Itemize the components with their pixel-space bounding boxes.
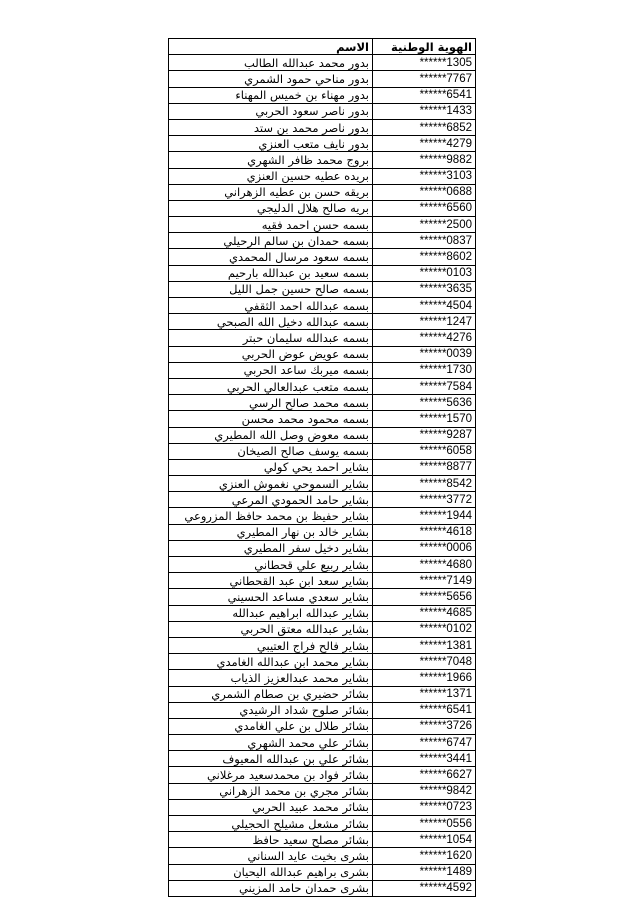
national-id-cell: ******6627 [373,767,476,783]
name-cell: بسمه ميربك ساعد الحربي [169,362,373,378]
name-cell: بشائر مشعل مشيلح الحجيلي [169,816,373,832]
table-row [169,637,476,653]
table-row [169,702,476,718]
table-row [169,476,476,492]
name-cell: بشائر علي بن عبدالله المعيوف [169,751,373,767]
name-cell: بشاير دخيل سفر المطيري [169,540,373,556]
name-cell: بسمه عبدالله سليمان حبتر [169,330,373,346]
name-cell: بشاير السموحي نغموش العنزي [169,476,373,492]
name-cell: بريه صالح هلال الدليجي [169,200,373,216]
national-id-cell: ******0723 [373,799,476,815]
name-cell: بشرى حمدان حامد المزيني [169,880,373,896]
national-id-cell: ******0102 [373,621,476,637]
name-cell: بسمه معوض وصل الله المطيري [169,427,373,443]
national-id-cell: ******6541 [373,702,476,718]
national-id-cell: ******6852 [373,119,476,135]
national-id-cell: ******5656 [373,589,476,605]
table-row [169,103,476,119]
national-id-cell: ******1966 [373,670,476,686]
national-id-cell: ******6058 [373,443,476,459]
national-id-cell: ******1433 [373,103,476,119]
header-row [169,39,476,55]
national-id-cell: ******3103 [373,168,476,184]
name-cell: بسمه عويض عوض الحربي [169,346,373,362]
table-row [169,395,476,411]
table-row [169,249,476,265]
name-cell: بسمه سعيد بن عبدالله بارحيم [169,265,373,281]
table-row [169,621,476,637]
national-id-cell: ******4504 [373,298,476,314]
national-id-cell: ******6747 [373,735,476,751]
name-cell: بريقه حسن بن عطيه الزهراني [169,184,373,200]
national-id-cell: ******4685 [373,605,476,621]
national-id-cell: ******9842 [373,783,476,799]
name-cell: بسمه عبدالله دخيل الله الصبحي [169,314,373,330]
name-cell: بشاير خالد بن نهار المطيري [169,524,373,540]
name-cell: بشائر حضيري بن صطام الشمري [169,686,373,702]
name-cell: بريده عطيه حسين العنزي [169,168,373,184]
national-id-cell: ******4276 [373,330,476,346]
table-row [169,718,476,734]
name-header: الاسم [169,39,373,55]
name-cell: بدور مهناء بن خميس المهناء [169,87,373,103]
national-id-cell: ******0688 [373,184,476,200]
name-cell: بشائر مصلح سعيد حافظ [169,832,373,848]
name-cell: بشائر علي محمد الشهري [169,735,373,751]
national-id-cell: ******3635 [373,281,476,297]
name-cell: بشاير عبدالله ابراهيم عبدالله [169,605,373,621]
name-cell: بشاير حفيظ بن محمد حافظ المزروعي [169,508,373,524]
table-row [169,492,476,508]
table-row [169,411,476,427]
name-cell: بشاير محمد عبدالعزيز الذياب [169,670,373,686]
table-row [169,799,476,815]
national-id-cell: ******1305 [373,55,476,71]
national-id-cell: ******8542 [373,476,476,492]
name-cell: بشاير سعدي مساعد الحسيني [169,589,373,605]
name-cell: بشاير عبدالله معتق الحربي [169,621,373,637]
table-row [169,298,476,314]
name-cell: بسمه عبدالله احمد الثقفي [169,298,373,314]
table-row [169,670,476,686]
national-id-cell: ******9287 [373,427,476,443]
table-row [169,427,476,443]
name-cell: بدور محمد عبدالله الطالب [169,55,373,71]
table-row [169,459,476,475]
table-row [169,524,476,540]
table-row [169,735,476,751]
table-row [169,686,476,702]
national-id-cell: ******7149 [373,573,476,589]
name-cell: بشائر مجري بن محمد الزهراني [169,783,373,799]
name-cell: بدور مناحي حمود الشمري [169,71,373,87]
table-row [169,168,476,184]
national-id-cell: ******1371 [373,686,476,702]
table-row [169,816,476,832]
national-id-cell: ******1944 [373,508,476,524]
roster-sheet [168,38,475,897]
table-row [169,767,476,783]
name-cell: بشاير محمد ابن عبدالله الغامدي [169,654,373,670]
national-id-cell: ******3726 [373,718,476,734]
table-row [169,346,476,362]
name-cell: بسمه محمود محمد محسن [169,411,373,427]
national-id-cell: ******0006 [373,540,476,556]
table-row [169,136,476,152]
national-id-cell: ******1247 [373,314,476,330]
table-row [169,152,476,168]
table-row [169,508,476,524]
national-id-cell: ******1489 [373,864,476,880]
table-row [169,443,476,459]
national-id-cell: ******7767 [373,71,476,87]
national-id-cell: ******0556 [373,816,476,832]
table-row [169,233,476,249]
national-id-cell: ******2500 [373,217,476,233]
table-row [169,654,476,670]
name-cell: بدور ناصر محمد بن ستد [169,119,373,135]
table-row [169,330,476,346]
roster-table [168,38,476,897]
name-cell: بشائر صلوح شداد الرشيدي [169,702,373,718]
table-row [169,589,476,605]
national-id-cell: ******1620 [373,848,476,864]
name-cell: بشرى براهيم عبدالله اليحيان [169,864,373,880]
name-cell: بشائر فواد بن محمدسعيد مرغلاني [169,767,373,783]
national-id-cell: ******4592 [373,880,476,896]
national-id-cell: ******0039 [373,346,476,362]
national-id-cell: ******5636 [373,395,476,411]
name-cell: بدور نايف متعب العنزي [169,136,373,152]
name-cell: بسمه محمد صالح الرسي [169,395,373,411]
name-cell: بسمه حسن احمد فقيه [169,217,373,233]
national-id-cell: ******4618 [373,524,476,540]
name-cell: بشرى بخيت عايد السناني [169,848,373,864]
national-id-cell: ******7584 [373,378,476,394]
table-row [169,378,476,394]
table-row [169,281,476,297]
name-cell: بشاير حامد الحمودي المرعي [169,492,373,508]
roster-body [169,55,476,897]
national-id-cell: ******1730 [373,362,476,378]
national-id-cell: ******1381 [373,637,476,653]
table-row [169,87,476,103]
national-id-cell: ******0837 [373,233,476,249]
national-id-cell: ******7048 [373,654,476,670]
name-cell: بسمه حمدان بن سالم الرحيلي [169,233,373,249]
national-id-cell: ******8602 [373,249,476,265]
table-row [169,751,476,767]
table-row [169,783,476,799]
national-id-cell: ******1570 [373,411,476,427]
name-cell: بسمه صالح حسين جمل الليل [169,281,373,297]
table-row [169,184,476,200]
name-cell: بشاير ربيع علي قحطاني [169,557,373,573]
name-cell: بسمه يوسف صالح الصيخان [169,443,373,459]
name-cell: بروج محمد ظافر الشهري [169,152,373,168]
name-cell: بشائر محمد عبيد الحربي [169,799,373,815]
table-row [169,119,476,135]
name-cell: بشاير فالح فراج العتيبي [169,637,373,653]
table-row [169,848,476,864]
table-row [169,557,476,573]
national-id-cell: ******0103 [373,265,476,281]
national-id-cell: ******9882 [373,152,476,168]
national-id-cell: ******6541 [373,87,476,103]
table-row [169,200,476,216]
national-id-cell: ******4680 [373,557,476,573]
name-cell: بشائر طلال بن علي الغامدي [169,718,373,734]
national-id-cell: ******1054 [373,832,476,848]
table-row [169,880,476,896]
table-row [169,217,476,233]
table-row [169,832,476,848]
name-cell: بسمه متعب عبدالعالي الحربي [169,378,373,394]
table-row [169,573,476,589]
name-cell: بشاير سعد ابن عبد القحطاني [169,573,373,589]
table-row [169,362,476,378]
table-row [169,605,476,621]
table-row [169,265,476,281]
national-id-header: الهوية الوطنية [373,39,476,55]
table-row [169,55,476,71]
national-id-cell: ******3441 [373,751,476,767]
table-row [169,314,476,330]
table-row [169,540,476,556]
national-id-cell: ******8877 [373,459,476,475]
national-id-cell: ******6560 [373,200,476,216]
national-id-cell: ******4279 [373,136,476,152]
table-row [169,71,476,87]
name-cell: بشاير احمد يحي كولي [169,459,373,475]
table-row [169,864,476,880]
name-cell: بدور ناصر سعود الحربي [169,103,373,119]
national-id-cell: ******3772 [373,492,476,508]
name-cell: بسمه سعود مرسال المحمدي [169,249,373,265]
